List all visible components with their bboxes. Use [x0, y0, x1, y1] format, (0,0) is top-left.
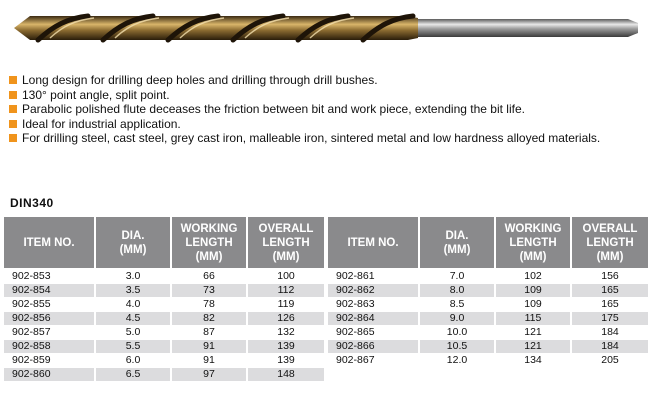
bullet-square-icon	[9, 105, 17, 113]
item-number-cell: 902-862	[328, 284, 418, 298]
header-working-length: WORKING LENGTH (MM)	[172, 217, 246, 270]
diameter-cell: 8.5	[420, 298, 494, 312]
working-length-cell: 73	[172, 284, 246, 298]
feature-list	[8, 73, 646, 146]
table-row	[328, 270, 648, 284]
working-length-cell: 121	[496, 340, 570, 354]
diameter-cell: 7.0	[420, 270, 494, 284]
diameter-cell: 10.0	[420, 326, 494, 340]
bullet-square-icon	[9, 91, 17, 99]
overall-length-cell: 139	[248, 354, 324, 368]
item-number-cell: 902-865	[328, 326, 418, 340]
table-body-right	[328, 270, 648, 368]
diameter-cell: 6.0	[96, 354, 170, 368]
diameter-cell: 3.0	[96, 270, 170, 284]
header-diameter: DIA. (MM)	[420, 217, 494, 270]
item-number-cell: 902-861	[328, 270, 418, 284]
header-overall-length: OVERALL LENGTH (MM)	[572, 217, 648, 270]
table-row	[328, 340, 648, 354]
working-length-cell: 78	[172, 298, 246, 312]
feature-item: For drilling steel, cast steel, grey cast iron, malleable iron, sintered metal and low hardness alloyed materials.	[8, 131, 646, 146]
diameter-cell: 12.0	[420, 354, 494, 368]
feature-item: 130° point angle, split point.	[8, 88, 646, 103]
working-length-cell: 82	[172, 312, 246, 326]
item-number-cell: 902-857	[4, 326, 94, 340]
item-number-cell: 902-863	[328, 298, 418, 312]
working-length-cell: 66	[172, 270, 246, 284]
table-row	[328, 326, 648, 340]
overall-length-cell: 148	[248, 368, 324, 382]
overall-length-cell: 165	[572, 298, 648, 312]
drill-bit-image	[8, 6, 642, 50]
item-number-cell: 902-858	[4, 340, 94, 354]
header-overall-length: OVERALL LENGTH (MM)	[248, 217, 324, 270]
overall-length-cell: 119	[248, 298, 324, 312]
working-length-cell: 87	[172, 326, 246, 340]
table-row	[4, 312, 324, 326]
table-row	[4, 354, 324, 368]
working-length-cell: 91	[172, 340, 246, 354]
table-row	[328, 284, 648, 298]
item-number-cell: 902-853	[4, 270, 94, 284]
feature-item: Ideal for industrial application.	[8, 117, 646, 132]
bullet-square-icon	[9, 134, 17, 142]
item-number-cell: 902-859	[4, 354, 94, 368]
header-item-no: ITEM NO.	[4, 217, 94, 270]
overall-length-cell: 165	[572, 284, 648, 298]
overall-length-cell: 100	[248, 270, 324, 284]
table-row	[4, 284, 324, 298]
overall-length-cell: 112	[248, 284, 324, 298]
item-number-cell: 902-867	[328, 354, 418, 368]
item-number-cell: 902-860	[4, 368, 94, 382]
header-diameter: DIA. (MM)	[96, 217, 170, 270]
header-item-no: ITEM NO.	[328, 217, 418, 270]
overall-length-cell: 156	[572, 270, 648, 284]
table-header-row	[4, 217, 324, 270]
table-row	[4, 270, 324, 284]
working-length-cell: 91	[172, 354, 246, 368]
bullet-square-icon	[9, 120, 17, 128]
diameter-cell: 8.0	[420, 284, 494, 298]
diameter-cell: 6.5	[96, 368, 170, 382]
table-row	[4, 298, 324, 312]
diameter-cell: 5.0	[96, 326, 170, 340]
table-row	[4, 368, 324, 382]
table-body-left	[4, 270, 324, 382]
table-row	[328, 298, 648, 312]
diameter-cell: 9.0	[420, 312, 494, 326]
table-row	[328, 312, 648, 326]
item-number-cell: 902-856	[4, 312, 94, 326]
item-number-cell: 902-864	[328, 312, 418, 326]
spec-table-left	[2, 217, 326, 382]
working-length-cell: 97	[172, 368, 246, 382]
overall-length-cell: 205	[572, 354, 648, 368]
feature-item: Long design for drilling deep holes and drilling through drill bushes.	[8, 73, 646, 88]
working-length-cell: 134	[496, 354, 570, 368]
working-length-cell: 115	[496, 312, 570, 326]
overall-length-cell: 175	[572, 312, 648, 326]
diameter-cell: 5.5	[96, 340, 170, 354]
diameter-cell: 10.5	[420, 340, 494, 354]
bullet-square-icon	[9, 76, 17, 84]
overall-length-cell: 139	[248, 340, 324, 354]
spec-table-right	[326, 217, 650, 368]
feature-item: Parabolic polished flute deceases the friction between bit and work piece, extending the bit life.	[8, 102, 646, 117]
overall-length-cell: 184	[572, 340, 648, 354]
table-row	[328, 354, 648, 368]
standard-title: DIN340	[10, 196, 54, 210]
table-row	[4, 340, 324, 354]
working-length-cell: 109	[496, 298, 570, 312]
overall-length-cell: 184	[572, 326, 648, 340]
item-number-cell: 902-854	[4, 284, 94, 298]
item-number-cell: 902-855	[4, 298, 94, 312]
working-length-cell: 121	[496, 326, 570, 340]
overall-length-cell: 126	[248, 312, 324, 326]
diameter-cell: 3.5	[96, 284, 170, 298]
overall-length-cell: 132	[248, 326, 324, 340]
diameter-cell: 4.5	[96, 312, 170, 326]
table-header-row	[328, 217, 648, 270]
diameter-cell: 4.0	[96, 298, 170, 312]
working-length-cell: 109	[496, 284, 570, 298]
header-working-length: WORKING LENGTH (MM)	[496, 217, 570, 270]
table-row	[4, 326, 324, 340]
working-length-cell: 102	[496, 270, 570, 284]
item-number-cell: 902-866	[328, 340, 418, 354]
